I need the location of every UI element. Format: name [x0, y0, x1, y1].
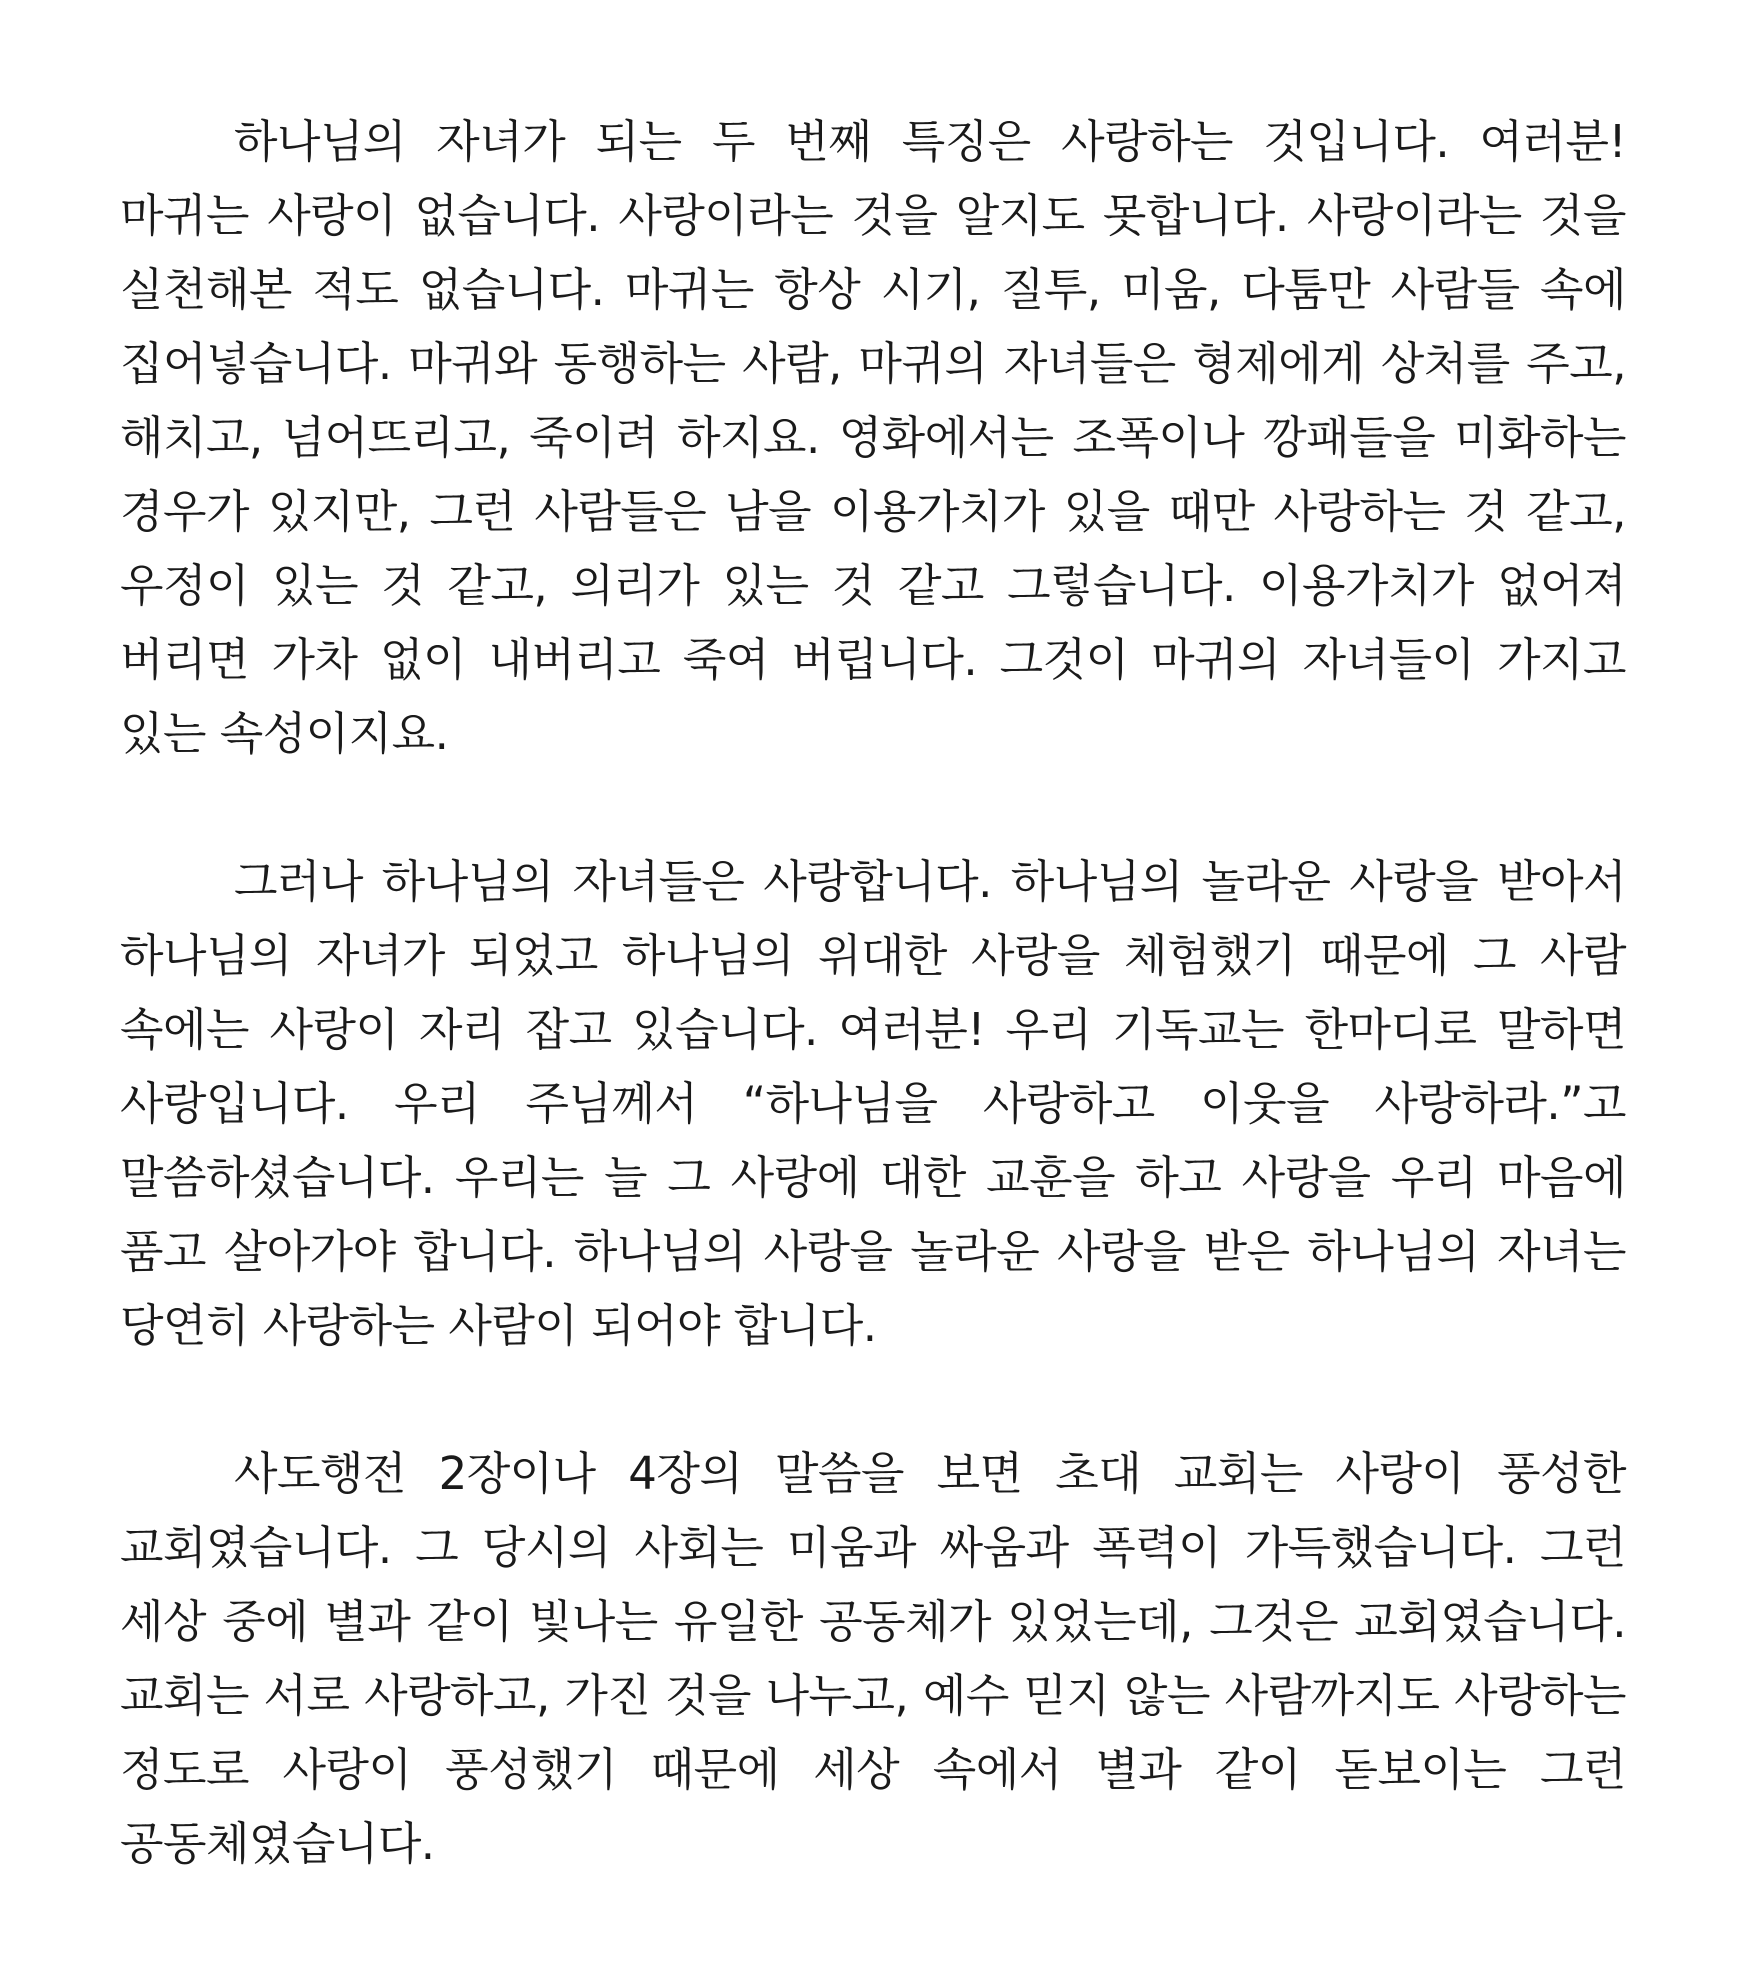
paragraph-1: 하나님의 자녀가 되는 두 번째 특징은 사랑하는 것입니다. 여러분! 마귀는 사랑이 없습니다. 사랑이라는 것을 알지도 못합니다. 사랑이라는 것을 실천해본 적도 없습니다. 마귀는 항상 시기, 질투, 미움, 다툼만 사람들 속에 집어넣습니다. 마귀와 동행하는 사람, 마귀의 자녀들은 형제에게 상처를 주고, 해치고, 넘어뜨리고, 죽이려 하지요. 영화에서는 조폭이나 깡패들을 미화하는 경우가 있지만, 그런 사람들은 남을 이용가치가 있을 때만 사랑하는 것 같고, 우정이 있는 것 같고, 의리가 있는 것 같고 그렇습니다. 이용가치가 없어져 버리면 가차 없이 내버리고 죽여 버립니다. 그것이 마귀의 자녀들이 가지고 있는 속성이지요.: [120, 115, 1626, 760]
paragraph-2: 그러나 하나님의 자녀들은 사랑합니다. 하나님의 놀라운 사랑을 받아서 하나님의 자녀가 되었고 하나님의 위대한 사랑을 체험했기 때문에 그 사람 속에는 사랑이 자리 잡고 있습니다. 여러분! 우리 기독교는 한마디로 말하면 사랑입니다. 우리 주님께서 “하나님을 사랑하고 이웃을 사랑하라.”고 말씀하셨습니다. 우리는 늘 그 사랑에 대한 교훈을 하고 사랑을 우리 마음에 품고 살아가야 합니다. 하나님의 사랑을 놀라운 사랑을 받은 하나님의 자녀는 당연히 사랑하는 사람이 되어야 합니다.: [120, 855, 1626, 1352]
document-body: [120, 105, 1626, 1881]
paragraph-3: 사도행전 2장이나 4장의 말씀을 보면 초대 교회는 사랑이 풍성한 교회였습니다. 그 당시의 사회는 미움과 싸움과 폭력이 가득했습니다. 그런 세상 중에 별과 같이 빛나는 유일한 공동체가 있었는데, 그것은 교회였습니다. 교회는 서로 사랑하고, 가진 것을 나누고, 예수 믿지 않는 사람까지도 사랑하는 정도로 사랑이 풍성했기 때문에 세상 속에서 별과 같이 돋보이는 그런 공동체였습니다.: [120, 1447, 1626, 1870]
